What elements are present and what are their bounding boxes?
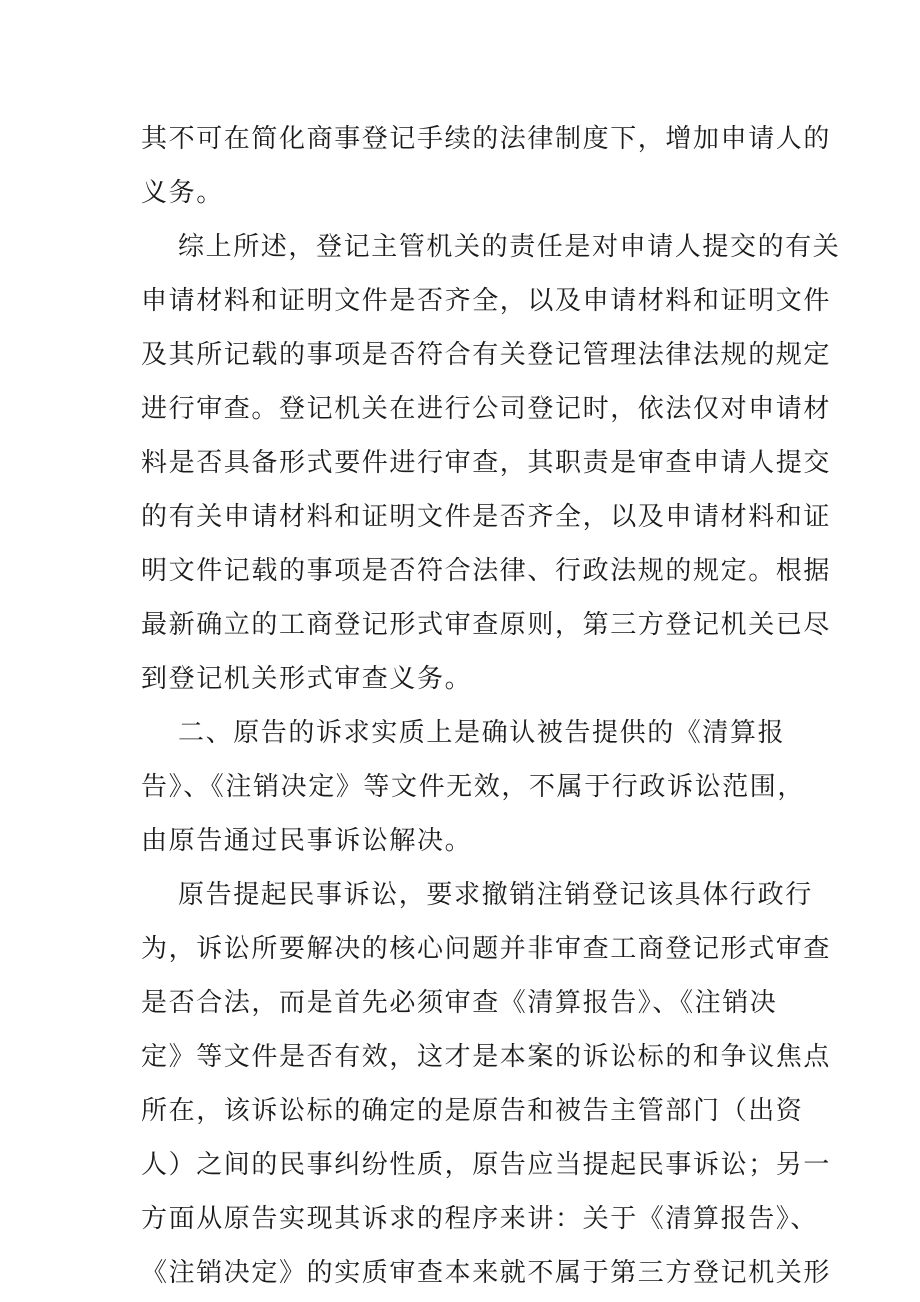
text-line: 定》等文件是否有效，这才是本案的诉讼标的和争议焦点 <box>141 1042 832 1072</box>
text-line: 方面从原告实现其诉求的程序来讲：关于《清算报告》、 <box>141 1204 819 1234</box>
text-line: 申请材料和证明文件是否齐全，以及申请材料和证明文件 <box>141 286 832 316</box>
text-line: 到登记机关形式审查义务。 <box>141 664 473 694</box>
text-line: 所在，该诉讼标的确定的是原告和被告主管部门（出资 <box>141 1096 804 1126</box>
section-heading-line: 二、原告的诉求实质上是确认被告提供的《清算报 <box>178 718 786 748</box>
text-line: 为，诉讼所要解决的核心问题并非审查工商登记形式审查 <box>141 934 832 964</box>
paragraph-start-line: 综上所述，登记主管机关的责任是对申请人提交的有关 <box>178 232 841 262</box>
text-line: 是否合法，而是首先必须审查《清算报告》、《注销决 <box>141 988 778 1018</box>
text-line: 最新确立的工商登记形式审查原则，第三方登记机关已尽 <box>141 610 832 640</box>
text-line: 人）之间的民事纠纷性质，原告应当提起民事诉讼；另一 <box>141 1150 832 1180</box>
text-line: 料是否具备形式要件进行审查，其职责是审查申请人提交 <box>141 448 832 478</box>
text-line: 的有关申请材料和证明文件是否齐全，以及申请材料和证 <box>141 502 832 532</box>
text-line: 《注销决定》的实质审查本来就不属于第三方登记机关形 <box>141 1258 832 1288</box>
text-line: 其不可在简化商事登记手续的法律制度下，增加申请人的 <box>141 124 832 154</box>
section-heading-line: 由原告通过民事诉讼解决。 <box>141 826 473 856</box>
section-heading-line: 告》、《注销决定》等文件无效，不属于行政诉讼范围， <box>141 772 806 802</box>
document-body <box>141 112 841 1300</box>
text-line: 进行审查。登记机关在进行公司登记时，依法仅对申请材 <box>141 394 832 424</box>
text-line: 明文件记载的事项是否符合法律、行政法规的规定。根据 <box>141 556 832 586</box>
text-line: 义务。 <box>141 178 224 208</box>
paragraph-start-line: 原告提起民事诉讼，要求撤销注销登记该具体行政行 <box>178 880 813 910</box>
text-line: 及其所记载的事项是否符合有关登记管理法律法规的规定 <box>141 340 832 370</box>
